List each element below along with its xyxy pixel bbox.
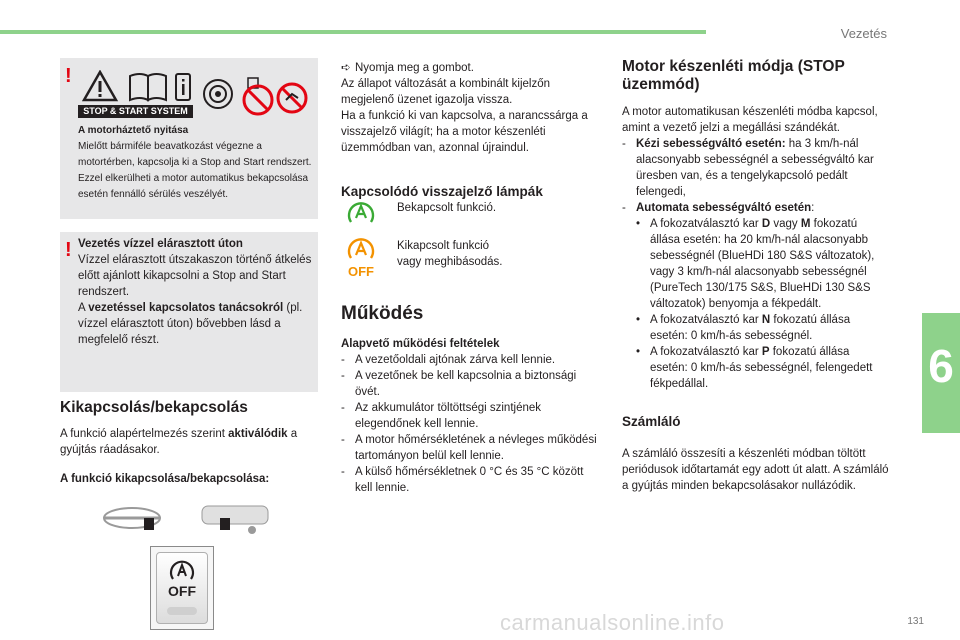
page-number: 131 xyxy=(907,616,924,627)
off-button-text: OFF xyxy=(168,583,196,599)
automatic-gearbox-colon: : xyxy=(811,202,815,214)
operation-heading: Működés xyxy=(341,303,424,324)
off-button-illustration xyxy=(150,546,214,630)
auto-stop-icon xyxy=(168,559,196,583)
gear-letter: P xyxy=(761,346,770,358)
gear-letter: M xyxy=(800,218,811,230)
warning-box-flooded-road xyxy=(60,232,318,392)
operation-section xyxy=(341,303,603,496)
gear-letter: D xyxy=(761,218,771,230)
warning-paragraph-suffix: (pl. vízzel elárasztott úton) bővebben lásd a megfelelő részt. xyxy=(78,302,303,346)
gear-position-item xyxy=(622,216,890,312)
onoff-text: A funkció alapértelmezés szerint xyxy=(60,428,229,440)
gear-position-item xyxy=(622,312,890,344)
condition-item: - A külső hőmérsékletnek 0 °C és 35 °C között kell lennie. xyxy=(341,464,603,496)
onoff-instruction: A funkció kikapcsolása/bekapcsolása: xyxy=(60,473,270,485)
condition-item: - A vezetőnek be kell kapcsolnia a biztonsági övét. xyxy=(341,368,603,400)
intro-step xyxy=(341,60,603,76)
automatic-gearbox-item xyxy=(622,200,890,392)
warning-text xyxy=(78,236,314,348)
automatic-gearbox-sublist xyxy=(622,216,890,392)
gear-text: A fokozatválasztó kar xyxy=(650,218,762,230)
warning-book-icon xyxy=(82,70,192,104)
manual-gearbox-text: ha 3 km/h-nál alacsonyabb sebességnél a sebességváltó kar üresben van, és a tengelykapcsoló pedált felengedi, xyxy=(636,138,874,198)
auto-stop-off-orange-icon xyxy=(345,238,377,279)
header-bar xyxy=(0,30,706,34)
lamps-heading: Kapcsolódó visszajelző lámpák xyxy=(341,184,543,199)
watermark: carmanualsonline.info xyxy=(500,610,725,635)
lamp-off-label: OFF xyxy=(348,264,374,279)
stop-start-label: STOP & START SYSTEM xyxy=(78,105,193,118)
auto-stop-green-icon xyxy=(345,200,377,228)
intro-paragraph: Az állapot változását a kombinált kijelzőn megjelenő üzenet igazolja vissza. xyxy=(341,78,551,106)
counter-paragraph: A számláló összesíti a készenléti módban töltött periódusok időtartamát egy adott út alatt. A számláló a gyújtás minden bekapcsolásakor nullázódik. xyxy=(622,448,889,492)
off-button-face xyxy=(156,552,208,624)
condition-item: - A motor hőmérsékletének a névleges működési tartományon belül kell lennie. xyxy=(341,432,603,464)
conditions-title: Alapvető működési feltételek xyxy=(341,338,500,350)
dashboard-illustration xyxy=(92,500,282,540)
onoff-bold: aktiválódik xyxy=(228,428,288,440)
gear-text: A fokozatválasztó kar xyxy=(650,346,762,358)
lamp-off-text: Kikapcsolt funkció vagy meghibásodás. xyxy=(397,240,503,268)
stop-mode-paragraph: A motor automatikusan készenléti módba kapcsol, amint a vezető jelzi a megállási szándékát. xyxy=(622,106,878,134)
arrow-icon: ➪ xyxy=(341,62,351,74)
onoff-heading: Kikapcsolás/bekapcsolás xyxy=(60,399,248,416)
manual-gearbox-item xyxy=(622,136,890,200)
onoff-paragraph xyxy=(60,426,322,458)
counter-heading: Számláló xyxy=(622,414,681,429)
gear-position-item xyxy=(622,344,890,392)
automatic-gearbox-title: Automata sebességváltó esetén xyxy=(636,202,812,214)
lamp-on-text: Bekapcsolt funkció. xyxy=(397,202,497,214)
warning-paragraph: Vízzel elárasztott útszakaszon történő átkelés előtt ajánlott kikapcsolni a Stop and Start rendszert. xyxy=(78,254,312,298)
middle-intro xyxy=(341,60,603,200)
driving-advice-link-text: vezetéssel kapcsolatos tanácsokról xyxy=(88,302,284,314)
warning-text: Mielőtt bármiféle beavatkozást végezne a motortérben, kapcsolja ki a Stop and Start rendszert. Ezzel elkerülheti a motor automatikus bekapcsolása esetén fennálló sérülés veszélyét. xyxy=(78,141,312,200)
intro-step-text: Nyomja meg a gombot. xyxy=(355,62,474,74)
gear-letter: N xyxy=(761,314,771,326)
lamp-off-row xyxy=(345,238,507,279)
onoff-section xyxy=(60,400,322,487)
manual-gearbox-title: Kézi sebességváltó esetén: xyxy=(636,138,786,150)
gear-text: fokozatú állása esetén: 0 km/h-ás sebességnél, felengedett fékpedállal. xyxy=(650,346,873,390)
gear-text: A fokozatválasztó kar xyxy=(650,314,762,326)
stop-mode-list xyxy=(622,136,890,392)
intro-paragraph: Ha a funkció ki van kapcsolva, a narancssárga a visszajelző világít; ha a motor készenléti üzemmódban van, azonnal újraindul. xyxy=(341,110,588,154)
conditions-list xyxy=(341,352,603,496)
stop-mode-heading: Motor készenléti módja (STOP üzemmód) xyxy=(622,58,845,93)
gear-text: vagy xyxy=(770,218,801,230)
onoff-text: a gyújtás ráadásakor. xyxy=(60,428,298,456)
warning-box-hood xyxy=(60,58,318,219)
condition-item: - A vezetőoldali ajtónak zárva kell lennie. xyxy=(341,352,603,368)
section-title: Vezetés xyxy=(840,26,887,41)
auto-stop-orange-icon xyxy=(345,238,377,260)
warning-exclamation-icon: ! xyxy=(65,65,72,87)
belt-hazard-icon xyxy=(200,70,310,120)
warning-title: A motorháztető nyitása xyxy=(78,125,189,136)
gear-text: fokozatú állása esetén: 0 km/h-ás sebességnél. xyxy=(650,314,851,342)
gear-text: fokozatú állása esetén: ha 20 km/h-nál alacsonyabb sebességnél (BlueHDi 180 S&S változatok), vagy 3 km/h-nál alacsonyabb sebességnél (PureTech 130/175 S&S, BlueHDi 130 S&S változatok) benyomja a fékpedált. xyxy=(650,218,875,310)
condition-item: - Az akkumulátor töltöttségi szintjének elegendőnek kell lennie. xyxy=(341,400,603,432)
lamp-on-row xyxy=(345,200,496,228)
stop-mode-section xyxy=(622,58,890,494)
warning-paragraph-prefix: A xyxy=(78,302,89,314)
off-button-led xyxy=(167,607,197,615)
warning-title: Vezetés vízzel elárasztott úton xyxy=(78,238,243,250)
warning-exclamation-icon: ! xyxy=(65,239,72,261)
chapter-number: 6 xyxy=(928,340,954,392)
